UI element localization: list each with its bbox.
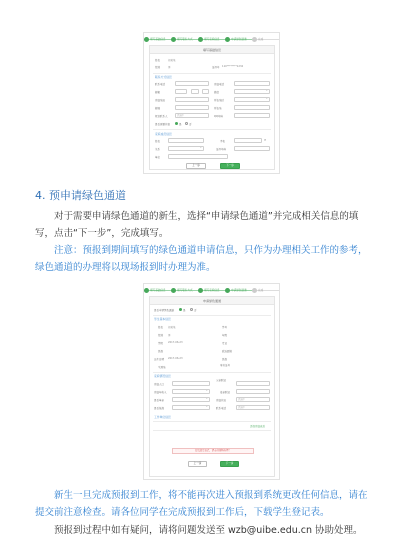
field-label: 民族 [222, 358, 228, 361]
home-address-input[interactable]: 请选择 [236, 397, 270, 402]
zip-input[interactable] [175, 105, 209, 110]
field-label: 紧急联系人 [155, 115, 168, 118]
student-section-title: 学生基本信息 [154, 317, 171, 321]
field-label: 生源地 [158, 366, 166, 369]
field-label: 学院 [158, 342, 164, 345]
divider [153, 73, 271, 74]
submission-notice-paragraph [35, 487, 375, 521]
location-input[interactable] [234, 105, 270, 110]
progress-steps [144, 287, 279, 294]
panel-title: 申请绿色通道 [150, 297, 274, 305]
contact-phone-input[interactable]: 请选择 [236, 405, 270, 410]
step-4: 申请绿色通道 [225, 36, 252, 43]
divider [153, 421, 271, 422]
form-panel [149, 296, 275, 477]
contact-text: 预报到过程中如有疑问，请将问题发送至 wzb@uibe.edu.cn 协助处理。 [54, 525, 363, 536]
field-label: 母亲职业 [220, 391, 231, 394]
instruction-paragraph [35, 208, 375, 242]
step-5: 完成 [252, 36, 279, 43]
low-income-select[interactable] [172, 405, 210, 410]
field-label: 手机 [220, 140, 226, 143]
next-button[interactable]: 下一步 [220, 461, 239, 467]
field-label: 是否低保 [154, 407, 165, 410]
family-phone-input[interactable] [234, 138, 262, 143]
field-label: 邮箱 [155, 91, 161, 94]
warning-box [172, 448, 254, 454]
family-section-title: 家庭成员信息 [155, 132, 172, 136]
warning-text: 提交信息以后，请前往现场办理！ [195, 449, 231, 452]
field-value: 2017-06-23 [168, 341, 183, 344]
field-label: 邮编 [155, 107, 161, 110]
radio-yes[interactable] [179, 308, 182, 311]
field-label: 专业 [222, 342, 228, 345]
screenshot-basic-info [143, 32, 280, 174]
field-label: 姓名 [158, 326, 164, 329]
id-value: 110********1234 [222, 65, 244, 68]
work-section-title: 工作单位信息 [154, 415, 171, 419]
field-label: 是否需要住宿 [155, 123, 171, 126]
field-label: 出生日期 [154, 358, 165, 361]
screenshot-green-channel [143, 283, 280, 480]
form-panel [149, 45, 275, 170]
field-value: 男 [168, 334, 171, 337]
field-label: 所在地区 [214, 99, 225, 102]
apply-label: 是否申请绿色通道 [154, 309, 175, 312]
field-label: 政治面貌 [222, 350, 233, 353]
radio-no[interactable] [190, 308, 193, 311]
email-input-2[interactable] [191, 89, 199, 94]
instruction-text: 对于需要申请绿色通道的新生，选择“申请绿色通道”并完成相关信息的填写，点击“下一步”，完成填写。 [35, 211, 359, 239]
gender-label: 性别 [155, 66, 161, 69]
field-label: 家庭人口 [154, 383, 165, 386]
step-5: 完成 [252, 287, 279, 294]
field-label: 家庭年收入 [154, 391, 167, 394]
email-input-3[interactable] [202, 89, 209, 94]
field-label: 联系电话 [155, 83, 166, 86]
name-value: 刘某某 [168, 59, 176, 62]
step-3: 填写家庭信息 [198, 287, 225, 294]
divider [153, 129, 271, 130]
wechat-select[interactable] [234, 89, 270, 94]
step-2: 填写联系方式 [171, 287, 198, 294]
field-label: 性别 [158, 334, 164, 337]
father-job-input[interactable] [236, 381, 270, 386]
income-select[interactable] [172, 389, 210, 394]
step-1: 填写基础信息 [144, 36, 171, 43]
family-employer-input[interactable] [168, 154, 228, 159]
search-icon[interactable]: ⌕ [264, 137, 267, 142]
note-paragraph [35, 242, 375, 276]
radio-no-label: 否 [194, 309, 197, 312]
radio-yes-label: 是 [179, 123, 182, 126]
field-label: 微信 [214, 91, 220, 94]
radio-yes-label: 是 [183, 309, 186, 312]
field-label: 单位 [155, 156, 161, 159]
field-label: QQ号码 [214, 115, 223, 118]
step-1: 填写基础信息 [144, 287, 171, 294]
phone-input[interactable] [175, 81, 209, 86]
radio-yes[interactable] [175, 122, 178, 125]
step-4: 申请绿色通道 [225, 287, 252, 294]
add-member-link[interactable]: 添加家庭成员 [250, 425, 266, 428]
name-label: 姓名 [155, 59, 161, 62]
address-input[interactable] [175, 97, 209, 102]
field-label: 联系电话 [216, 407, 227, 410]
region-select[interactable] [234, 97, 270, 102]
qq-input[interactable] [234, 113, 270, 118]
progress-steps [144, 36, 279, 43]
field-label: 家庭电话 [214, 83, 225, 86]
id-label: 证件号 [212, 66, 220, 69]
field-label: 关系 [155, 148, 161, 151]
field-value: 刘某某 [168, 326, 176, 329]
single-parent-select[interactable] [172, 397, 210, 402]
field-label: 学号 [222, 326, 228, 329]
gender-value: 男 [168, 66, 171, 69]
family-section-title: 家庭情况信息 [154, 374, 171, 378]
field-label: 家庭地址 [155, 99, 166, 102]
divider [153, 372, 271, 373]
email-input[interactable] [175, 89, 187, 94]
field-label: 证件号码 [216, 148, 227, 151]
emergency-contact-input[interactable]: 请选择 [175, 113, 209, 118]
family-size-input[interactable] [172, 381, 210, 386]
radio-no[interactable] [185, 122, 188, 125]
prev-button[interactable]: 上一步 [186, 163, 206, 169]
family-id-input[interactable] [234, 146, 270, 151]
contact-paragraph [35, 522, 375, 539]
next-button[interactable]: 下一步 [220, 163, 240, 169]
divider [153, 315, 271, 316]
field-label: 身份证号 [220, 364, 231, 367]
field-label: 是否单亲 [154, 399, 165, 402]
field-value: 2017-06-23 [168, 357, 183, 360]
home-phone-input[interactable] [234, 81, 270, 86]
prev-button[interactable]: 上一步 [188, 461, 207, 467]
family-name-input[interactable] [168, 138, 204, 143]
submission-notice-text: 新生一旦完成预报到工作，将不能再次进入预报到系统更改任何信息，请在提交前注意检查。请各位同学在完成预报到工作后，下载学生登记表。 [35, 490, 368, 518]
radio-no-label: 否 [189, 123, 192, 126]
divider [153, 430, 271, 431]
field-label: 父亲职业 [216, 379, 227, 382]
field-label: 民族 [158, 350, 164, 353]
field-label: 姓名 [155, 140, 161, 143]
field-label: 年级 [222, 334, 228, 337]
step-3: 填写家庭信息 [198, 36, 225, 43]
mother-job-input[interactable] [236, 389, 270, 394]
panel-title: 填写基础信息 [150, 46, 274, 54]
relation-select[interactable] [168, 146, 204, 151]
note-text: 注意：预报到期间填写的绿色通道申请信息，只作为办理相关工作的参考，绿色通道的办理将以现场报到时办理为准。 [35, 245, 368, 273]
section-heading: 4. 预申请绿色通道 [35, 189, 126, 202]
field-label: 家庭住址 [216, 399, 227, 402]
contact-section-title: 联系方式信息 [155, 75, 172, 79]
step-2: 填写联系方式 [171, 36, 198, 43]
field-label: 所在地 [214, 107, 222, 110]
